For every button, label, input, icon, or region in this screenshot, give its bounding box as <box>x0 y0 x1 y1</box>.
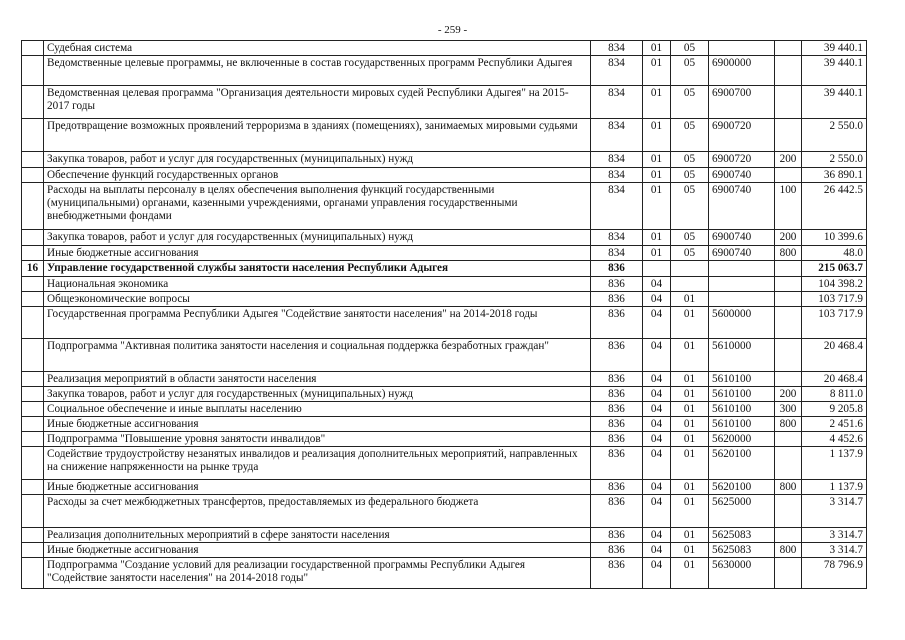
article-name-cell: Реализация дополнительных мероприятий в сфере занятости населения <box>44 528 591 543</box>
subsection-code-cell: 01 <box>671 432 709 447</box>
expense-type-code-cell <box>775 447 802 480</box>
amount-cell: 3 314.7 <box>802 495 867 528</box>
article-name-cell: Иные бюджетные ассигнования <box>44 246 591 261</box>
subsection-code-cell: 01 <box>671 480 709 495</box>
expense-type-code-cell <box>775 307 802 339</box>
article-name-cell: Закупка товаров, работ и услуг для государственных (муниципальных) нужд <box>44 152 591 168</box>
amount-cell: 48.0 <box>802 246 867 261</box>
table-row <box>22 56 867 86</box>
section-code-cell: 04 <box>643 528 671 543</box>
expense-type-code-cell <box>775 292 802 307</box>
row-number-cell: 16 <box>22 261 44 277</box>
section-code-cell: 01 <box>643 246 671 261</box>
amount-cell: 3 314.7 <box>802 528 867 543</box>
subsection-code-cell: 01 <box>671 543 709 558</box>
amount-cell: 1 137.9 <box>802 480 867 495</box>
section-code-cell: 04 <box>643 402 671 417</box>
department-code-cell: 834 <box>591 183 643 230</box>
table-row <box>22 307 867 339</box>
subsection-code-cell: 01 <box>671 292 709 307</box>
section-code-cell: 01 <box>643 86 671 119</box>
subsection-code-cell: 05 <box>671 168 709 183</box>
article-name-cell: Закупка товаров, работ и услуг для государственных (муниципальных) нужд <box>44 387 591 402</box>
department-code-cell: 836 <box>591 480 643 495</box>
department-code-cell: 836 <box>591 543 643 558</box>
article-name-cell: Реализация мероприятий в области занятости населения <box>44 372 591 387</box>
row-number-cell <box>22 558 44 589</box>
amount-cell: 26 442.5 <box>802 183 867 230</box>
target-article-code-cell: 5625000 <box>709 495 775 528</box>
subsection-code-cell: 01 <box>671 339 709 372</box>
table-row <box>22 41 867 56</box>
department-code-cell: 836 <box>591 528 643 543</box>
row-number-cell <box>22 339 44 372</box>
article-name-cell: Общеэкономические вопросы <box>44 292 591 307</box>
article-name-cell: Судебная система <box>44 41 591 56</box>
department-code-cell: 836 <box>591 339 643 372</box>
section-code-cell: 04 <box>643 417 671 432</box>
amount-cell: 2 451.6 <box>802 417 867 432</box>
expense-type-code-cell: 800 <box>775 417 802 432</box>
expense-type-code-cell <box>775 372 802 387</box>
row-number-cell <box>22 246 44 261</box>
subsection-code-cell: 05 <box>671 246 709 261</box>
department-code-cell: 834 <box>591 152 643 168</box>
article-name-cell: Предотвращение возможных проявлений терроризма в зданиях (помещениях), занимаемых мировыми судьями <box>44 119 591 152</box>
subsection-code-cell: 05 <box>671 183 709 230</box>
expense-type-code-cell <box>775 558 802 589</box>
row-number-cell <box>22 480 44 495</box>
expense-type-code-cell: 100 <box>775 183 802 230</box>
row-number-cell <box>22 543 44 558</box>
row-number-cell <box>22 277 44 292</box>
section-code-cell: 01 <box>643 168 671 183</box>
department-code-cell: 836 <box>591 447 643 480</box>
department-code-cell: 834 <box>591 230 643 246</box>
target-article-code-cell: 6900720 <box>709 119 775 152</box>
table-row <box>22 183 867 230</box>
target-article-code-cell: 6900740 <box>709 168 775 183</box>
subsection-code-cell: 01 <box>671 558 709 589</box>
target-article-code-cell: 6900000 <box>709 56 775 86</box>
target-article-code-cell <box>709 277 775 292</box>
target-article-code-cell: 6900700 <box>709 86 775 119</box>
amount-cell: 1 137.9 <box>802 447 867 480</box>
table-row <box>22 168 867 183</box>
target-article-code-cell: 5610100 <box>709 417 775 432</box>
section-code-cell: 04 <box>643 480 671 495</box>
article-name-cell: Подпрограмма "Активная политика занятости населения и социальная поддержка безработных граждан" <box>44 339 591 372</box>
amount-cell: 2 550.0 <box>802 152 867 168</box>
department-code-cell: 836 <box>591 558 643 589</box>
row-number-cell <box>22 56 44 86</box>
section-code-cell: 01 <box>643 119 671 152</box>
target-article-code-cell: 5630000 <box>709 558 775 589</box>
section-code-cell: 04 <box>643 372 671 387</box>
subsection-code-cell: 01 <box>671 417 709 432</box>
row-number-cell <box>22 86 44 119</box>
expense-type-code-cell <box>775 261 802 277</box>
department-code-cell: 834 <box>591 86 643 119</box>
row-number-cell <box>22 387 44 402</box>
table-row <box>22 277 867 292</box>
department-code-cell: 834 <box>591 119 643 152</box>
department-code-cell: 834 <box>591 56 643 86</box>
department-code-cell: 836 <box>591 432 643 447</box>
target-article-code-cell: 6900740 <box>709 230 775 246</box>
target-article-code-cell: 5625083 <box>709 528 775 543</box>
amount-cell: 10 399.6 <box>802 230 867 246</box>
section-code-cell: 01 <box>643 152 671 168</box>
subsection-code-cell: 05 <box>671 41 709 56</box>
department-code-cell: 834 <box>591 246 643 261</box>
row-number-cell <box>22 168 44 183</box>
article-name-cell: Национальная экономика <box>44 277 591 292</box>
row-number-cell <box>22 372 44 387</box>
section-code-cell: 04 <box>643 277 671 292</box>
expense-type-code-cell: 200 <box>775 387 802 402</box>
target-article-code-cell: 6900720 <box>709 152 775 168</box>
table-row <box>22 339 867 372</box>
subsection-code-cell: 05 <box>671 230 709 246</box>
article-name-cell: Подпрограмма "Создание условий для реализации государственной программы Республики Адыгея "Содействие занятости населения" на 2014-2018 годы" <box>44 558 591 589</box>
amount-cell: 3 314.7 <box>802 543 867 558</box>
amount-cell: 103 717.9 <box>802 292 867 307</box>
subsection-code-cell: 05 <box>671 119 709 152</box>
amount-cell: 9 205.8 <box>802 402 867 417</box>
section-code-cell: 01 <box>643 230 671 246</box>
expense-type-code-cell: 800 <box>775 246 802 261</box>
amount-cell: 4 452.6 <box>802 432 867 447</box>
target-article-code-cell: 5610100 <box>709 372 775 387</box>
expense-type-code-cell <box>775 277 802 292</box>
expense-type-code-cell <box>775 495 802 528</box>
row-number-cell <box>22 307 44 339</box>
table-row <box>22 387 867 402</box>
subsection-code-cell: 01 <box>671 495 709 528</box>
table-row <box>22 152 867 168</box>
target-article-code-cell: 5610100 <box>709 402 775 417</box>
row-number-cell <box>22 183 44 230</box>
expense-type-code-cell <box>775 168 802 183</box>
amount-cell: 39 440.1 <box>802 56 867 86</box>
expense-type-code-cell <box>775 528 802 543</box>
amount-cell: 39 440.1 <box>802 86 867 119</box>
amount-cell: 20 468.4 <box>802 372 867 387</box>
amount-cell: 103 717.9 <box>802 307 867 339</box>
table-row <box>22 261 867 277</box>
department-code-cell: 834 <box>591 41 643 56</box>
section-code-cell: 04 <box>643 558 671 589</box>
amount-cell: 104 398.2 <box>802 277 867 292</box>
table-row <box>22 528 867 543</box>
expense-type-code-cell: 800 <box>775 543 802 558</box>
section-code-cell: 04 <box>643 432 671 447</box>
target-article-code-cell <box>709 261 775 277</box>
article-name-cell: Иные бюджетные ассигнования <box>44 417 591 432</box>
expense-type-code-cell <box>775 86 802 119</box>
table-row <box>22 447 867 480</box>
row-number-cell <box>22 230 44 246</box>
subsection-code-cell <box>671 277 709 292</box>
section-code-cell: 04 <box>643 292 671 307</box>
department-code-cell: 834 <box>591 168 643 183</box>
row-number-cell <box>22 292 44 307</box>
subsection-code-cell: 05 <box>671 56 709 86</box>
target-article-code-cell: 5600000 <box>709 307 775 339</box>
section-code-cell: 04 <box>643 307 671 339</box>
subsection-code-cell: 01 <box>671 307 709 339</box>
article-name-cell: Государственная программа Республики Адыгея "Содействие занятости населения" на 2014-2018 годы <box>44 307 591 339</box>
target-article-code-cell: 5620100 <box>709 447 775 480</box>
expense-type-code-cell <box>775 432 802 447</box>
amount-cell: 39 440.1 <box>802 41 867 56</box>
target-article-code-cell: 5620000 <box>709 432 775 447</box>
subsection-code-cell: 05 <box>671 152 709 168</box>
section-code-cell: 04 <box>643 543 671 558</box>
expense-type-code-cell <box>775 119 802 152</box>
page-number: - 259 - <box>437 24 468 36</box>
section-code-cell: 01 <box>643 56 671 86</box>
article-name-cell: Содействие трудоустройству незанятых инвалидов и реализация дополнительных мероприятий, направленных на снижение напряженности на рынке труда <box>44 447 591 480</box>
article-name-cell: Подпрограмма "Повышение уровня занятости инвалидов" <box>44 432 591 447</box>
amount-cell: 36 890.1 <box>802 168 867 183</box>
subsection-code-cell: 01 <box>671 447 709 480</box>
table-row <box>22 372 867 387</box>
row-number-cell <box>22 119 44 152</box>
department-code-cell: 836 <box>591 277 643 292</box>
target-article-code-cell: 5610100 <box>709 387 775 402</box>
target-article-code-cell: 5625083 <box>709 543 775 558</box>
article-name-cell: Ведомственная целевая программа "Организация деятельности мировых судей Республики Адыгея" на 2015-2017 годы <box>44 86 591 119</box>
table-row <box>22 495 867 528</box>
amount-cell: 20 468.4 <box>802 339 867 372</box>
expense-type-code-cell: 800 <box>775 480 802 495</box>
article-name-cell: Управление государственной службы занятости населения Республики Адыгея <box>44 261 591 277</box>
subsection-code-cell <box>671 261 709 277</box>
subsection-code-cell: 01 <box>671 372 709 387</box>
target-article-code-cell: 6900740 <box>709 183 775 230</box>
target-article-code-cell <box>709 292 775 307</box>
amount-cell: 8 811.0 <box>802 387 867 402</box>
table-row <box>22 432 867 447</box>
section-code-cell: 04 <box>643 387 671 402</box>
department-code-cell: 836 <box>591 417 643 432</box>
department-code-cell: 836 <box>591 307 643 339</box>
table-row <box>22 543 867 558</box>
department-code-cell: 836 <box>591 292 643 307</box>
section-code-cell: 01 <box>643 183 671 230</box>
row-number-cell <box>22 417 44 432</box>
amount-cell: 78 796.9 <box>802 558 867 589</box>
amount-cell: 215 063.7 <box>802 261 867 277</box>
section-code-cell: 04 <box>643 447 671 480</box>
row-number-cell <box>22 447 44 480</box>
article-name-cell: Иные бюджетные ассигнования <box>44 543 591 558</box>
table-row <box>22 119 867 152</box>
row-number-cell <box>22 495 44 528</box>
table-row <box>22 246 867 261</box>
row-number-cell <box>22 528 44 543</box>
article-name-cell: Обеспечение функций государственных органов <box>44 168 591 183</box>
target-article-code-cell <box>709 41 775 56</box>
row-number-cell <box>22 432 44 447</box>
target-article-code-cell: 5620100 <box>709 480 775 495</box>
row-number-cell <box>22 402 44 417</box>
section-code-cell: 04 <box>643 339 671 372</box>
target-article-code-cell: 5610000 <box>709 339 775 372</box>
article-name-cell: Расходы за счет межбюджетных трансфертов, предоставляемых из федерального бюджета <box>44 495 591 528</box>
expense-type-code-cell <box>775 339 802 372</box>
section-code-cell <box>643 261 671 277</box>
table-row <box>22 558 867 589</box>
department-code-cell: 836 <box>591 261 643 277</box>
expense-type-code-cell: 300 <box>775 402 802 417</box>
table-row <box>22 86 867 119</box>
subsection-code-cell: 01 <box>671 402 709 417</box>
row-number-cell <box>22 152 44 168</box>
article-name-cell: Социальное обеспечение и иные выплаты населению <box>44 402 591 417</box>
expense-type-code-cell: 200 <box>775 230 802 246</box>
subsection-code-cell: 01 <box>671 387 709 402</box>
budget-rows <box>22 41 867 589</box>
row-number-cell <box>22 41 44 56</box>
subsection-code-cell: 05 <box>671 86 709 119</box>
section-code-cell: 01 <box>643 41 671 56</box>
article-name-cell: Закупка товаров, работ и услуг для государственных (муниципальных) нужд <box>44 230 591 246</box>
table-row <box>22 417 867 432</box>
article-name-cell: Расходы на выплаты персоналу в целях обеспечения выполнения функций государственными (муниципальными) органами, казенными учреждениями, органами управления государственными внебюджетными фондами <box>44 183 591 230</box>
table-row <box>22 292 867 307</box>
department-code-cell: 836 <box>591 372 643 387</box>
article-name-cell: Ведомственные целевые программы, не включенные в состав государственных программ Республики Адыгея <box>44 56 591 86</box>
article-name-cell: Иные бюджетные ассигнования <box>44 480 591 495</box>
table-row <box>22 402 867 417</box>
subsection-code-cell: 01 <box>671 528 709 543</box>
expense-type-code-cell <box>775 41 802 56</box>
expense-type-code-cell <box>775 56 802 86</box>
table-row <box>22 480 867 495</box>
expense-type-code-cell: 200 <box>775 152 802 168</box>
department-code-cell: 836 <box>591 402 643 417</box>
table-row <box>22 230 867 246</box>
target-article-code-cell: 6900740 <box>709 246 775 261</box>
amount-cell: 2 550.0 <box>802 119 867 152</box>
budget-table <box>21 40 867 589</box>
section-code-cell: 04 <box>643 495 671 528</box>
department-code-cell: 836 <box>591 387 643 402</box>
department-code-cell: 836 <box>591 495 643 528</box>
